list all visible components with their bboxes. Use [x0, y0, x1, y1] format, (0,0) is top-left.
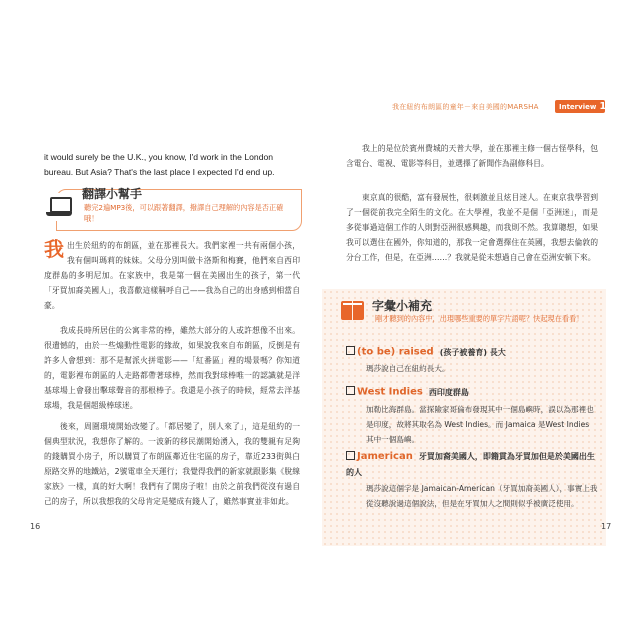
left-paragraph-2: 我成長時所居住的公寓非常的棒，雖然大部分的人或許想像不出來。很遺憾的，由於一些煽動性電影的緣故，如果說我來自布朗區，反倒是有許多人會想到：那不是幫派火拼電影——「紅番區」裡的場景嗎？你知道的，電影裡布朗區的人走路都帶著球棒，然而我對球棒唯一的認識就是洋基球場上會發出擊球聲音的那根棒子。我還是小孩子的時候，經常去洋基球場，我是個超級棒球迷。	[44, 326, 300, 410]
left-paragraph-1-text: 出生於紐約的布朗區，並在那裡長大。我們家裡一共有兩個小孩，我有個叫瑪莉的妹妹。父母分別叫做卡洛斯和梅賽，他們來自西印度群島的多明尼加。在家族中，我是第一個在美國出生的孩子，第一代「牙買加裔美國人」，我喜歡這樣稱呼自己——我為自己的出身感到相當自豪。	[44, 241, 300, 310]
vocab-entry-1-body: 瑪莎說自己在紐約長大。	[366, 364, 450, 373]
running-header-title: 我在紐約布朗區的童年－來自美國的MARSHA	[392, 103, 539, 111]
left-paragraph-1	[44, 238, 300, 313]
vocabulary-title: 字彙小補充	[372, 299, 433, 313]
helper-description: 聽完2遍MP3後，可以跟著翻譯，撥譯自己理解的內容是否正確哦！	[84, 203, 284, 223]
vocab-translation: 牙買加裔美國人，即籍貫為牙買加但是於美國出生的人	[346, 452, 595, 477]
dropcap: 我	[44, 237, 64, 261]
translation-helper-box	[44, 185, 300, 229]
interview-tab-label: Interview	[559, 103, 597, 111]
vocab-entry-3-body: 瑪莎說這個字是 Jamaican-American（牙買加裔美國人），事實上我從沒聽說過這個說法，但是在牙買加人之間則似乎被廣泛使用。	[366, 484, 598, 508]
vocab-entry-2-heading	[346, 386, 469, 398]
right-paragraph-1: 我上的是位於賓州費城的天普大學，並在那裡主修一個古怪學科，包含電台、電視、電影等科目，並選擇了新聞作為副修科目。	[346, 144, 598, 168]
vocabulary-subtitle: 剛才聽到的內容中，出現哪些重要的單字片語呢？快起現在看看！	[375, 314, 584, 323]
right-paragraph-2: 東京真的很酷，富有發展性，很刺激並且炫目迷人。在東京我學習到了一個從前我完全陌生的文化。在大學裡，我並不是個「亞洲迷」，而是多從事過這個工作的人則對亞洲很感興趣，而我則不然。我算聰想，如果我可以選住在國外，你知道的，那我一定會選擇住在英國，我想去倫敦的分台工作，但是，在亞洲……？我就是從未想過自己會在亞洲安頓下來。	[346, 193, 598, 262]
english-excerpt: it would surely be the U.K., you know, I'd work in the London bureau. But Asia? That's the last place I expected I'd end up.	[44, 152, 275, 177]
vocab-translation: (孩子被養育) 長大	[439, 347, 506, 357]
laptop-icon	[44, 193, 74, 221]
page-number-right: 17	[601, 522, 612, 531]
vocab-entry-2-body: 加勒比海群島。當探險家哥倫布發現其中一個島嶼時，誤以為那裡也是印度，故將其取名為 West Indies。而 Jamaica 是West Indies 其中一個島嶼。	[366, 405, 594, 444]
vocab-term: Jamerican	[357, 451, 413, 462]
interview-tab	[555, 100, 605, 113]
left-paragraph-3: 後來，周圍環境開始改變了。「都居變了，別人來了」，這是紐約的一個典型狀況，我想你了解的。一波新的移民潮開始湧入，我的雙親有足夠的錢購買小房子，所以購買了布朗區鄰近住宅區的房子，靠近233街與白原路交界的地鐵站，2號電車全天運行；我覺得我們的新家就跟影集《脫線家族》一樣，真的好大啊！我們有了開房子啦！由於之前我們從沒有過自己的房子，所以我想我的父母肯定是變成有錢人了，雖然事實並非如此。	[44, 422, 300, 506]
vocab-entry-3-heading	[346, 449, 596, 481]
vocab-entry-1-heading	[346, 346, 506, 358]
book-icon	[341, 301, 365, 321]
vocab-term: West Indies	[357, 386, 423, 398]
helper-title: 翻譯小幫手	[82, 187, 143, 201]
vocab-translation: 西印度群島	[428, 387, 469, 397]
page-number-left: 16	[30, 522, 41, 531]
vocab-term: (to be) raised	[357, 346, 434, 358]
interview-tab-number: 1	[599, 101, 607, 112]
